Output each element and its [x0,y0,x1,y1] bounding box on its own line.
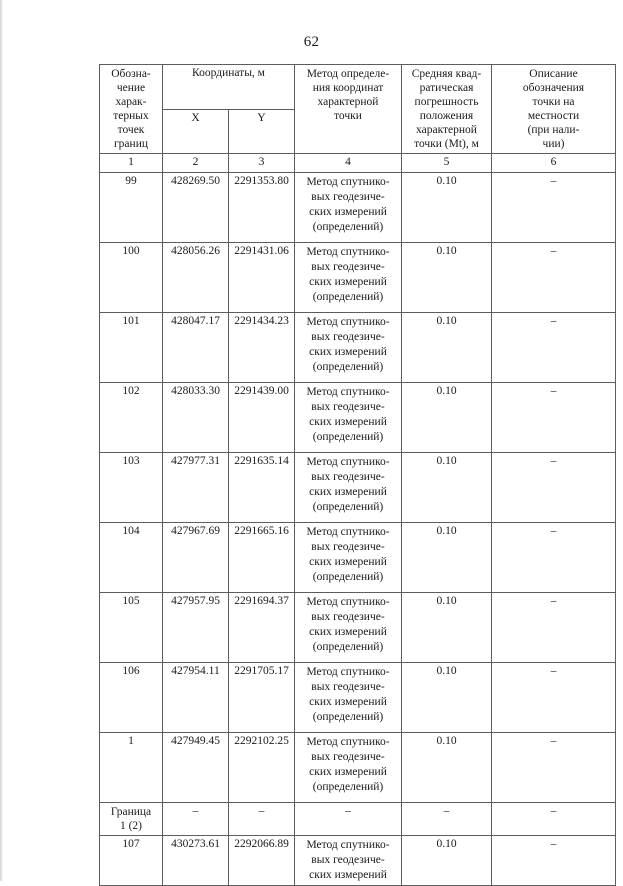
method-text-line: (определений) [312,500,384,513]
cell-coordinate-y: 2291665.16 [229,523,295,593]
method-text-line: Метод спутнико- [306,596,390,609]
cell-coordinate-y: 2291434.23 [229,313,295,383]
method-text-line: Метод спутнико- [306,839,390,852]
table-row [100,383,616,453]
method-text-line: (определений) [312,360,384,373]
cell-coordinate-y: 2291705.17 [229,663,295,733]
method-text-line: ских измерений [309,415,387,428]
header-line: характерной [317,96,379,109]
header-number-5: 5 [402,154,492,173]
header-line: точки на [532,96,575,109]
cell-coordinate-x: 428047.17 [163,313,229,383]
header-point-designation-lines [102,67,160,151]
header-line: характерной [416,124,477,137]
header-line: харак- [115,96,147,109]
method-text [297,525,399,585]
method-text-line: ских измерений [309,765,387,778]
method-text-line: ских измерений [309,345,387,358]
header-line: чение [116,82,146,95]
method-text [297,455,399,515]
cell-coordinate-x: – [163,803,229,836]
method-text [297,665,399,725]
table-row [100,173,616,243]
header-line: Обозна- [111,68,151,80]
header-y: Y [229,109,295,154]
method-text-line: Метод спутнико- [306,456,390,469]
cell-coordinate-y: 2291439.00 [229,383,295,453]
cell-description: – [492,593,616,663]
method-text [297,245,399,305]
cell-point-designation: 102 [100,383,163,453]
method-text-line: Метод спутнико- [306,666,390,679]
cell-mean-square-error: 0.10 [402,663,492,733]
header-mean-square-error [402,65,492,154]
method-text-line: вых геодезиче- [311,541,385,554]
cell-coordinate-x: 427967.69 [163,523,229,593]
method-text-line: ских измерений [309,275,387,288]
header-line: обозначения [522,82,585,95]
cell-description: – [492,523,616,593]
method-text-line: ских измерений [309,625,387,638]
method-text-line: ских измерений [309,695,387,708]
table-header [100,65,616,173]
method-text-line: вых геодезиче- [311,261,385,274]
cell-coordinate-x: 427954.11 [163,663,229,733]
cell-mean-square-error: 0.10 [402,173,492,243]
cell-method [295,453,402,523]
cell-method [295,173,402,243]
point-designation-lines [102,805,160,833]
cell-coordinate-x: 427949.45 [163,733,229,803]
method-text [297,595,399,655]
header-number-4: 4 [295,154,402,173]
header-line: точек [117,124,145,137]
method-text-line: Метод спутнико- [306,176,390,189]
method-text-line: Метод спутнико- [306,526,390,539]
header-line: точки [334,110,362,123]
table-row [100,803,616,836]
method-text-line: вых геодезиче- [311,854,385,867]
table-row [100,243,616,313]
method-text-line: Метод спутнико- [306,386,390,399]
header-number-6: 6 [492,154,616,173]
cell-point-designation: 103 [100,453,163,523]
method-text-line: (определений) [312,570,384,583]
cell-point-designation: 104 [100,523,163,593]
table-row [100,836,616,886]
cell-description: – [492,313,616,383]
coordinates-table-container [99,64,616,886]
cell-coordinate-x: 430273.61 [163,836,229,886]
cell-mean-square-error: 0.10 [402,733,492,803]
cell-point-designation: 99 [100,173,163,243]
cell-description: – [492,453,616,523]
header-method [295,65,402,154]
header-line: ния координат [312,82,384,95]
table-row [100,523,616,593]
cell-method [295,523,402,593]
header-number-3: 3 [229,154,295,173]
cell-point-designation: 101 [100,313,163,383]
cell-mean-square-error: – [402,803,492,836]
cell-description: – [492,733,616,803]
header-line: терных [113,110,149,123]
header-description [492,65,616,154]
cell-method [295,836,402,886]
cell-coordinate-x: 428056.26 [163,243,229,313]
cell-description: – [492,383,616,453]
cell-point-designation: 106 [100,663,163,733]
point-designation-line: 1 (2) [119,820,143,833]
method-text-line: (определений) [312,640,384,653]
cell-mean-square-error: 0.10 [402,836,492,886]
header-description-lines [494,67,613,151]
coordinates-table [99,64,616,886]
point-designation-line: Граница [110,806,152,819]
method-text-line: (определений) [312,290,384,303]
cell-method [295,733,402,803]
header-coordinates: Координаты, м [163,65,295,110]
header-point-designation [100,65,163,154]
cell-description: – [492,663,616,733]
cell-point-designation [100,803,163,836]
header-line: Описание [529,68,578,80]
cell-point-designation: 1 [100,733,163,803]
cell-coordinate-y: – [229,803,295,836]
table-body [100,173,616,886]
cell-method [295,243,402,313]
method-text-line: вых геодезиче- [311,751,385,764]
cell-description: – [492,836,616,886]
method-text [297,315,399,375]
method-text-line: вых геодезиче- [311,471,385,484]
header-line: погрешность [414,96,479,109]
cell-coordinate-y: 2291431.06 [229,243,295,313]
header-line: положения [419,110,474,123]
method-text-line: вых геодезиче- [311,401,385,414]
page-number: 62 [303,34,320,50]
method-text [297,735,399,795]
header-line: ратическая [419,82,474,95]
method-text-line: вых геодезиче- [311,191,385,204]
table-row [100,663,616,733]
cell-method [295,663,402,733]
header-line: местности [527,110,580,123]
header-line: точки (Мt), м [414,138,479,151]
header-number-2: 2 [163,154,229,173]
cell-point-designation: 100 [100,243,163,313]
method-text-line: вых геодезиче- [311,611,385,624]
method-text-line: ских измерений [309,555,387,568]
header-line: (при нали- [527,124,580,137]
table-row [100,593,616,663]
cell-description: – [492,173,616,243]
table-row [100,453,616,523]
cell-mean-square-error: 0.10 [402,523,492,593]
cell-mean-square-error: 0.10 [402,453,492,523]
table-row [100,313,616,383]
cell-method [295,593,402,663]
cell-coordinate-x: 428033.30 [163,383,229,453]
cell-coordinate-y: 2292102.25 [229,733,295,803]
method-text-line: вых геодезиче- [311,681,385,694]
header-line: границ [113,138,149,151]
cell-point-designation: 105 [100,593,163,663]
method-text [297,175,399,235]
cell-mean-square-error: 0.10 [402,593,492,663]
header-error-lines [404,67,489,151]
header-line: Метод определе- [306,68,390,80]
method-text-line: Метод спутнико- [306,246,390,259]
method-text [297,385,399,445]
cell-coordinate-y: 2291635.14 [229,453,295,523]
cell-method [295,313,402,383]
header-method-lines [297,67,399,123]
cell-coordinate-y: 2292066.89 [229,836,295,886]
cell-coordinate-y: 2291353.80 [229,173,295,243]
method-text-line: (определений) [312,430,384,443]
cell-mean-square-error: 0.10 [402,243,492,313]
method-text-line: (определений) [312,220,384,233]
method-text-line: ских измерений [309,485,387,498]
cell-mean-square-error: 0.10 [402,313,492,383]
header-line: чии) [542,138,565,151]
cell-description: – [492,803,616,836]
header-number-1: 1 [100,154,163,173]
cell-mean-square-error: 0.10 [402,383,492,453]
cell-coordinate-y: 2291694.37 [229,593,295,663]
method-text-line: Метод спутнико- [306,316,390,329]
header-x: X [163,109,229,154]
header-row-numbering [100,154,616,173]
cell-method: – [295,803,402,836]
cell-description: – [492,243,616,313]
header-row-titles [100,65,616,110]
method-text [297,838,399,883]
method-text-line: вых геодезиче- [311,331,385,344]
cell-coordinate-x: 427957.95 [163,593,229,663]
cell-coordinate-x: 427977.31 [163,453,229,523]
method-text-line: ских измерений [309,205,387,218]
cell-coordinate-x: 428269.50 [163,173,229,243]
cell-point-designation: 107 [100,836,163,886]
cell-method [295,383,402,453]
method-text-line: Метод спутнико- [306,736,390,749]
method-text-line: (определений) [312,710,384,723]
header-line: Средняя квад- [411,68,482,80]
table-row [100,733,616,803]
method-text-line: (определений) [312,780,384,793]
method-text-line: ских измерений [309,869,387,881]
